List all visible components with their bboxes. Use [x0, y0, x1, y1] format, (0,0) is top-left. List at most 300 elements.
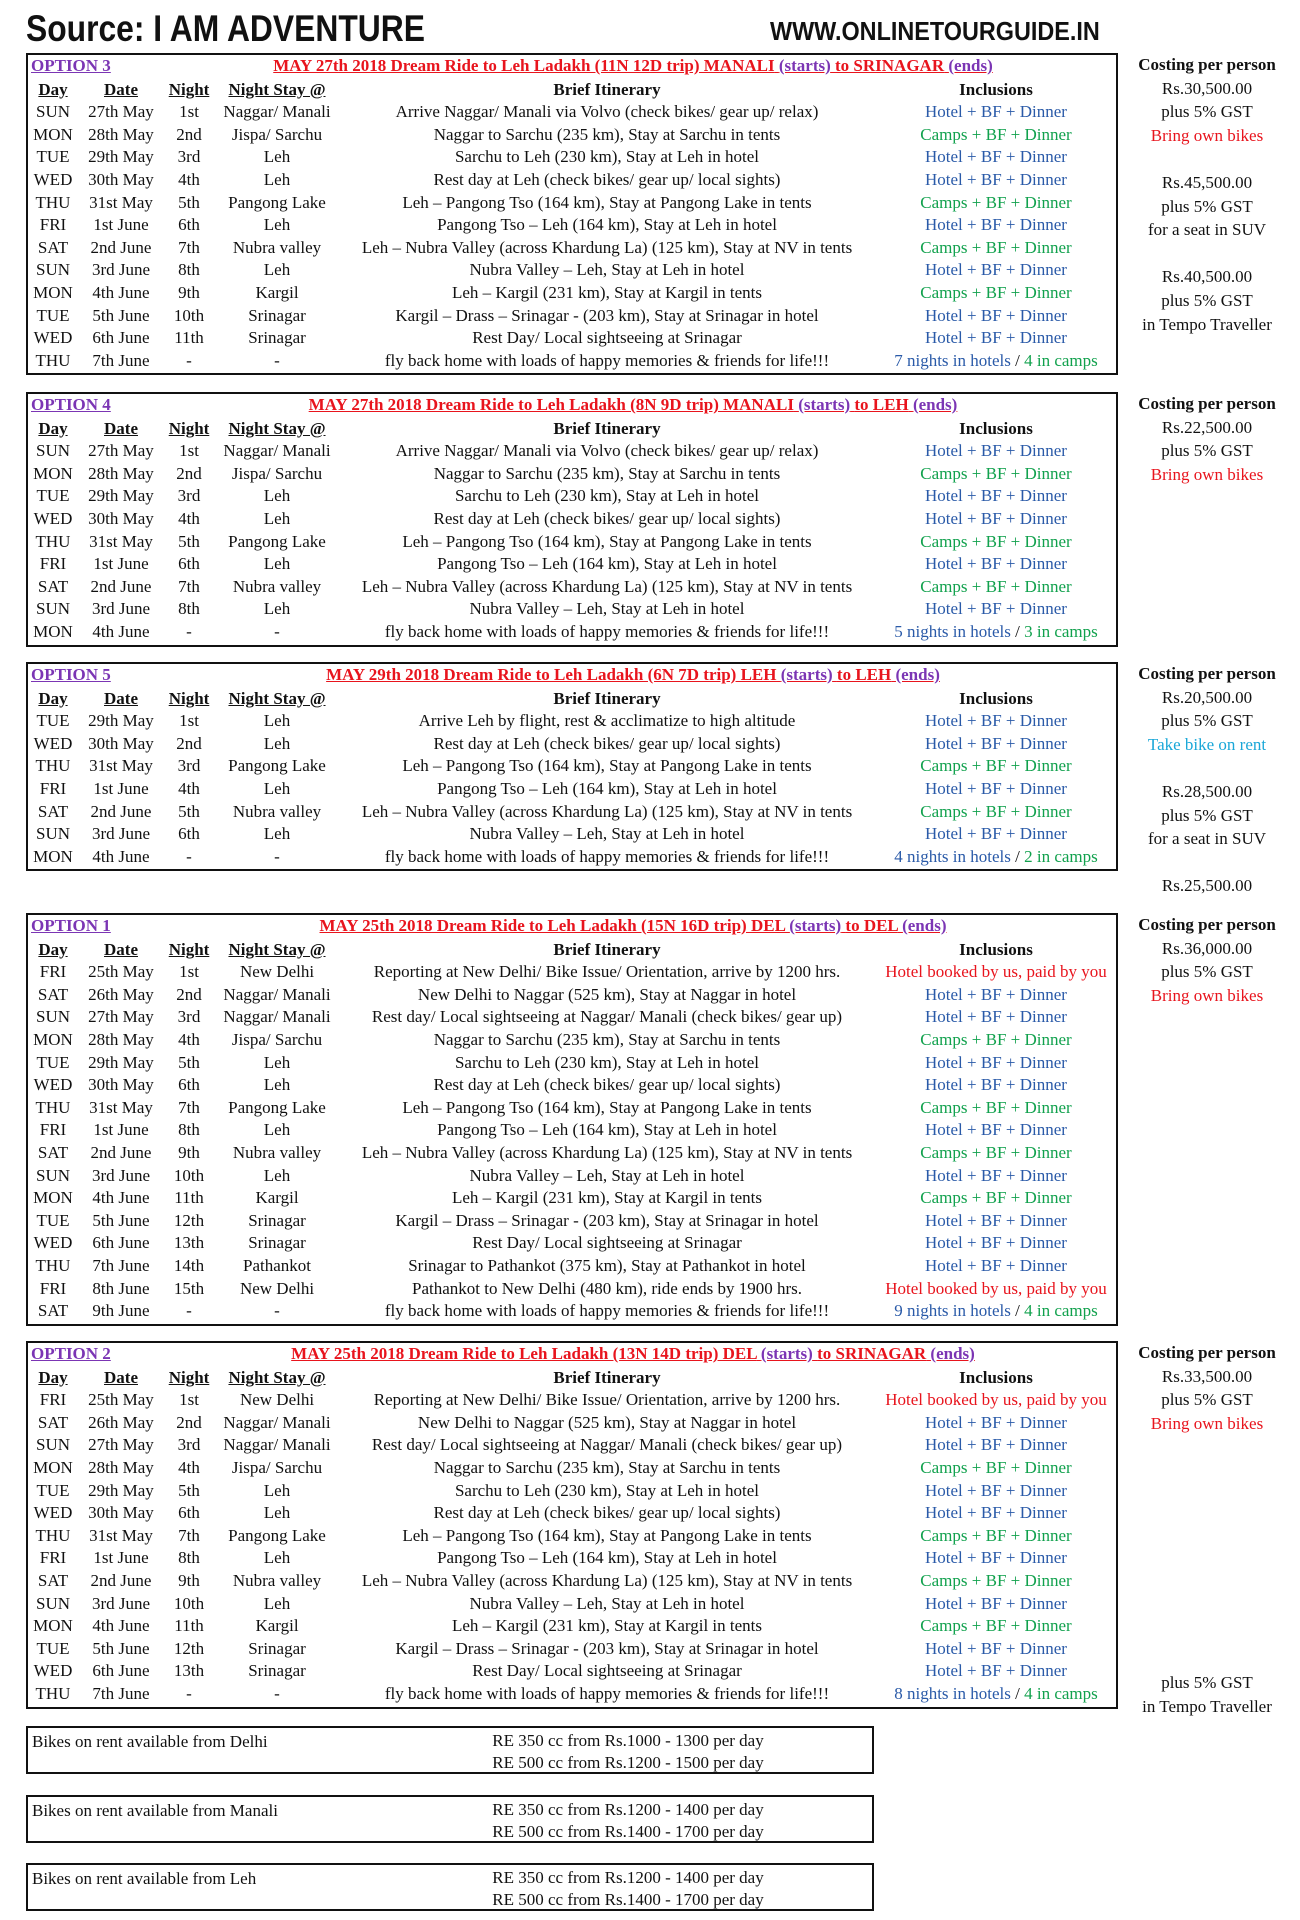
cell-inclusions: Hotel + BF + Dinner — [925, 508, 1067, 528]
column-header-day: Day — [38, 79, 68, 99]
cell-itinerary: Leh – Kargil (231 km), Stay at Kargil in tents — [451, 1188, 763, 1208]
cell-day: WED — [33, 508, 73, 528]
cell-night-stay: Leh — [263, 733, 291, 753]
cell-night: 4th — [178, 169, 200, 189]
cell-itinerary: Leh – Pangong Tso (164 km), Stay at Pangong Lake in tents — [402, 1097, 812, 1117]
table-row — [28, 1073, 1116, 1096]
cell-date: 1st June — [93, 778, 149, 798]
cell-night: 9th — [178, 1570, 200, 1590]
cell-date: 5th June — [92, 305, 150, 325]
cell-inclusions: Hotel booked by us, paid by you — [885, 962, 1107, 982]
cell-night: 11th — [174, 1616, 204, 1636]
column-header-night-stay: Night Stay @ — [228, 79, 326, 99]
bike-rental-label: Bikes on rent available from Manali — [32, 1801, 278, 1820]
destination: to SRINAGAR — [835, 56, 945, 75]
cell-date: 3rd June — [91, 824, 151, 844]
destination: to LEH — [836, 665, 892, 684]
cell-day: SAT — [37, 801, 69, 821]
cell-date: 29th May — [88, 486, 154, 506]
cell-day: MON — [33, 1029, 73, 1049]
cell-day: MON — [33, 1616, 73, 1636]
cell-inclusions: Camps + BF + Dinner — [920, 1029, 1072, 1049]
column-header-night-stay: Night Stay @ — [228, 939, 326, 959]
cell-night: 13th — [173, 1233, 205, 1253]
table-row — [28, 1209, 1116, 1232]
cell-itinerary: Nubra Valley – Leh, Stay at Leh in hotel — [469, 260, 745, 280]
cell-night-stay: Pangong Lake — [228, 1525, 326, 1545]
table-row — [28, 145, 1116, 168]
cell-day: FRI — [39, 1120, 67, 1140]
cell-date: 31st May — [89, 1097, 153, 1117]
costing-line: Rs.25,500.00 — [1161, 876, 1253, 896]
trip-title: MAY 27th 2018 Dream Ride to Leh Ladakh (8N 9D trip) MANALI — [308, 395, 794, 414]
table-row — [28, 1524, 1116, 1547]
table-row — [28, 732, 1116, 755]
cell-day: SAT — [37, 1570, 69, 1590]
option-label: OPTION 3 — [31, 56, 111, 75]
costing-line — [1122, 148, 1292, 172]
source-title: Source: I AM ADVENTURE — [26, 8, 425, 49]
re500-price: RE 500 cc from Rs.1200 - 1500 per day — [492, 1753, 764, 1772]
cell-night: - — [186, 1301, 192, 1321]
cell-night-stay: Leh — [263, 1480, 291, 1500]
costing-line: plus 5% GST — [1161, 290, 1253, 310]
costing-line: Rs.45,500.00 — [1161, 172, 1253, 192]
table-row — [28, 1569, 1116, 1592]
cell-inclusions: Camps + BF + Dinner — [920, 1188, 1072, 1208]
table-row — [28, 1051, 1116, 1074]
cell-inclusions: Hotel + BF + Dinner — [925, 599, 1067, 619]
cell-night: 2nd — [176, 124, 202, 144]
column-header-night: Night — [168, 939, 210, 959]
table-row — [28, 800, 1116, 823]
cell-night-stay: Leh — [263, 778, 291, 798]
cell-night-stay: Naggar/ Manali — [223, 1007, 331, 1027]
nights-summary — [874, 847, 1118, 867]
cell-day: MON — [33, 282, 73, 302]
cell-day: THU — [35, 350, 71, 370]
cell-night: 15th — [173, 1278, 205, 1298]
costing-line: Bring own bikes — [1150, 125, 1264, 145]
cell-date: 6th June — [92, 1661, 150, 1681]
table-row — [28, 1637, 1116, 1660]
cell-night-stay: Leh — [263, 1593, 291, 1613]
website-label: WWW.ONLINETOURGUIDE.IN — [770, 16, 1100, 46]
cell-date: 1st June — [93, 1120, 149, 1140]
cell-night-stay: - — [274, 1683, 280, 1703]
option-title-row — [28, 1343, 1116, 1366]
column-header-inclusions: Inclusions — [959, 1367, 1033, 1387]
cell-night-stay: Srinagar — [248, 1233, 306, 1253]
cell-date: 26th May — [88, 1412, 154, 1432]
table-row — [28, 462, 1116, 485]
cell-itinerary: Rest day at Leh (check bikes/ gear up/ local sights) — [433, 169, 781, 189]
cell-inclusions: Hotel + BF + Dinner — [925, 260, 1067, 280]
cell-night-stay: Leh — [263, 599, 291, 619]
starts-tag: (starts) — [778, 56, 831, 75]
cell-itinerary: Rest day at Leh (check bikes/ gear up/ local sights) — [433, 1075, 781, 1095]
cell-date: 2nd June — [90, 576, 152, 596]
table-row — [28, 1456, 1116, 1479]
cell-date: 5th June — [92, 1210, 150, 1230]
cell-day: SUN — [35, 824, 70, 844]
nights-summary — [874, 622, 1118, 642]
cell-day: WED — [33, 1075, 73, 1095]
cell-night-stay: Leh — [263, 260, 291, 280]
option-label: OPTION 4 — [31, 395, 111, 414]
cell-night: 7th — [178, 1097, 200, 1117]
cell-day: SAT — [37, 576, 69, 596]
cell-day: TUE — [36, 486, 70, 506]
column-header-date: Date — [104, 688, 138, 708]
table-row — [28, 960, 1116, 983]
summary-separator: / — [1015, 846, 1020, 866]
cell-day: SUN — [35, 1007, 70, 1027]
destination: to SRINAGAR — [817, 1344, 927, 1363]
cell-day: THU — [35, 1097, 71, 1117]
costing-line: plus 5% GST — [1161, 1390, 1253, 1410]
table-row — [28, 1028, 1116, 1051]
cell-date: 26th May — [88, 984, 154, 1004]
costing-column — [1122, 54, 1292, 337]
cell-day: WED — [33, 328, 73, 348]
hotel-nights: 9 nights in hotels — [894, 1301, 1011, 1321]
option-table — [26, 913, 1118, 1326]
cell-day: SUN — [35, 599, 70, 619]
cell-night: 3rd — [177, 486, 201, 506]
cell-night-stay: Srinagar — [248, 1210, 306, 1230]
cell-night: 5th — [178, 531, 200, 551]
cell-date: 4th June — [92, 846, 150, 866]
table-row — [28, 1433, 1116, 1456]
cell-night: 12th — [173, 1210, 205, 1230]
cell-night-stay: Pangong Lake — [228, 756, 326, 776]
costing-line: for a seat in SUV — [1147, 220, 1267, 240]
option-table — [26, 662, 1118, 871]
starts-tag: (starts) — [780, 665, 833, 684]
cell-night-stay: - — [274, 621, 280, 641]
cell-night-stay: Leh — [263, 147, 291, 167]
cell-itinerary: Leh – Kargil (231 km), Stay at Kargil in tents — [451, 282, 763, 302]
column-header-row — [28, 1366, 1116, 1389]
cell-day: SAT — [37, 1301, 69, 1321]
table-row — [28, 281, 1116, 304]
cell-inclusions: Hotel + BF + Dinner — [925, 778, 1067, 798]
cell-day: TUE — [36, 305, 70, 325]
costing-line — [1122, 1436, 1292, 1460]
summary-separator: / — [1015, 350, 1020, 370]
cell-date: 31st May — [89, 531, 153, 551]
option-title — [148, 395, 1118, 415]
cell-date: 28th May — [88, 1457, 154, 1477]
column-header-day: Day — [38, 1367, 68, 1387]
cell-itinerary: Kargil – Drass – Srinagar - (203 km), Stay at Srinagar in hotel — [395, 305, 819, 325]
cell-date: 1st June — [93, 215, 149, 235]
option-title-row — [28, 394, 1116, 417]
cell-date: 25th May — [88, 962, 154, 982]
cell-night-stay: Pathankot — [243, 1255, 311, 1275]
cell-date: 27th May — [88, 102, 154, 122]
column-header-date: Date — [104, 418, 138, 438]
cell-day: SAT — [37, 984, 69, 1004]
cell-itinerary: Naggar to Sarchu (235 km), Stay at Sarchu in tents — [433, 1457, 781, 1477]
costing-line — [1122, 1554, 1292, 1578]
costing-line: plus 5% GST — [1161, 805, 1253, 825]
cell-night-stay: - — [274, 350, 280, 370]
cell-night: 5th — [178, 1480, 200, 1500]
cell-date: 4th June — [92, 1188, 150, 1208]
cell-night-stay: Leh — [263, 1165, 291, 1185]
cell-inclusions: Hotel + BF + Dinner — [925, 1052, 1067, 1072]
trip-title: MAY 27th 2018 Dream Ride to Leh Ladakh (11N 12D trip) MANALI — [273, 56, 775, 75]
costing-line — [1122, 243, 1292, 267]
cell-night: 6th — [178, 215, 200, 235]
column-header-itinerary: Brief Itinerary — [553, 688, 661, 708]
cell-itinerary: Naggar to Sarchu (235 km), Stay at Sarchu in tents — [433, 124, 781, 144]
re500-price: RE 500 cc from Rs.1400 - 1700 per day — [492, 1890, 764, 1909]
cell-night: 1st — [179, 962, 199, 982]
cell-night: 4th — [178, 508, 200, 528]
summary-separator: / — [1015, 1683, 1020, 1703]
cell-itinerary: Leh – Pangong Tso (164 km), Stay at Pangong Lake in tents — [402, 1525, 812, 1545]
cell-itinerary: Leh – Nubra Valley (across Khardung La) (125 km), Stay at NV in tents — [361, 1142, 853, 1162]
column-header-itinerary: Brief Itinerary — [553, 79, 661, 99]
cell-night-stay: Nubra valley — [232, 237, 322, 257]
cell-night: - — [186, 621, 192, 641]
bike-rental-box — [26, 1726, 874, 1774]
cell-night-stay: Naggar/ Manali — [223, 102, 331, 122]
cell-day: MON — [33, 621, 73, 641]
costing-line: Rs.33,500.00 — [1161, 1366, 1253, 1386]
cell-night-stay: Pangong Lake — [228, 1097, 326, 1117]
cell-night-stay: Leh — [263, 1075, 291, 1095]
cell-day: THU — [35, 1525, 71, 1545]
ends-tag: (ends) — [948, 56, 993, 75]
column-header-day: Day — [38, 418, 68, 438]
costing-line: plus 5% GST — [1161, 441, 1253, 461]
cell-itinerary: Leh – Nubra Valley (across Khardung La) (125 km), Stay at NV in tents — [361, 801, 853, 821]
cell-day: SAT — [37, 1142, 69, 1162]
cell-night: 11th — [174, 328, 204, 348]
costing-column — [1122, 663, 1292, 899]
bike-rental-prices — [428, 1799, 828, 1843]
cell-night-stay: Nubra valley — [232, 1570, 322, 1590]
cell-night: - — [186, 350, 192, 370]
cell-night: 9th — [178, 282, 200, 302]
costing-line — [1122, 757, 1292, 781]
bike-rental-box — [26, 1863, 874, 1911]
cell-night: 7th — [178, 576, 200, 596]
table-row — [28, 552, 1116, 575]
cell-day: MON — [33, 463, 73, 483]
cell-inclusions: Hotel + BF + Dinner — [925, 1210, 1067, 1230]
table-row — [28, 1096, 1116, 1119]
cell-itinerary: New Delhi to Naggar (525 km), Stay at Naggar in hotel — [417, 1412, 797, 1432]
cell-itinerary: Leh – Nubra Valley (across Khardung La) (125 km), Stay at NV in tents — [361, 237, 853, 257]
cell-inclusions: Hotel + BF + Dinner — [925, 1480, 1067, 1500]
cell-night: 3rd — [177, 1435, 201, 1455]
table-row — [28, 213, 1116, 236]
cell-date: 31st May — [89, 756, 153, 776]
summary-separator: / — [1015, 621, 1020, 641]
cell-day: THU — [35, 192, 71, 212]
table-row — [28, 123, 1116, 146]
table-row — [28, 439, 1116, 462]
cell-itinerary: Reporting at New Delhi/ Bike Issue/ Orientation, arrive by 1200 hrs. — [373, 1390, 841, 1410]
cell-inclusions: Camps + BF + Dinner — [920, 192, 1072, 212]
column-header-inclusions: Inclusions — [959, 79, 1033, 99]
summary-separator: / — [1015, 1301, 1020, 1321]
cell-night: 3rd — [177, 147, 201, 167]
cell-date: 28th May — [88, 124, 154, 144]
cell-night-stay: Leh — [263, 1548, 291, 1568]
cell-inclusions: Hotel + BF + Dinner — [925, 441, 1067, 461]
camp-nights: 4 in camps — [1024, 1301, 1098, 1321]
cell-inclusions: Camps + BF + Dinner — [920, 531, 1072, 551]
ends-tag: (ends) — [902, 916, 947, 935]
cell-night: 3rd — [177, 756, 201, 776]
cell-day: MON — [33, 1457, 73, 1477]
trip-title: MAY 25th 2018 Dream Ride to Leh Ladakh (15N 16D trip) DEL — [319, 916, 785, 935]
cell-date: 1st June — [93, 1548, 149, 1568]
starts-tag: (starts) — [798, 395, 851, 414]
cell-date: 7th June — [92, 1683, 150, 1703]
ends-tag: (ends) — [912, 395, 958, 414]
column-header-row — [28, 417, 1116, 440]
table-row — [28, 1186, 1116, 1209]
option-title — [148, 56, 1118, 76]
column-header-itinerary: Brief Itinerary — [553, 939, 661, 959]
costing-header: Costing per person — [1138, 1343, 1276, 1362]
cell-night: 1st — [179, 1390, 199, 1410]
cell-itinerary: Leh – Kargil (231 km), Stay at Kargil in tents — [451, 1616, 763, 1636]
cell-day: WED — [33, 1233, 73, 1253]
nights-summary — [874, 1684, 1118, 1704]
table-row — [28, 1479, 1116, 1502]
cell-date: 29th May — [88, 711, 154, 731]
cell-inclusions: Camps + BF + Dinner — [920, 1142, 1072, 1162]
column-header-night-stay: Night Stay @ — [228, 418, 326, 438]
cell-date: 27th May — [88, 441, 154, 461]
cell-night: 5th — [178, 192, 200, 212]
cell-itinerary: Naggar to Sarchu (235 km), Stay at Sarchu in tents — [433, 463, 781, 483]
re350-price: RE 350 cc from Rs.1000 - 1300 per day — [492, 1731, 764, 1750]
table-row — [28, 1118, 1116, 1141]
cell-date: 7th June — [92, 350, 150, 370]
cell-inclusions: Camps + BF + Dinner — [920, 1097, 1072, 1117]
table-row-final — [28, 620, 1116, 643]
option-title-row — [28, 55, 1116, 78]
cell-night-stay: New Delhi — [239, 1390, 315, 1410]
cell-day: SAT — [37, 1412, 69, 1432]
costing-line: Bring own bikes — [1150, 985, 1264, 1005]
costing-line: Rs.22,500.00 — [1161, 417, 1253, 437]
table-row — [28, 100, 1116, 123]
costing-header: Costing per person — [1138, 394, 1276, 413]
cell-itinerary: Rest day at Leh (check bikes/ gear up/ local sights) — [433, 508, 781, 528]
cell-day: WED — [33, 1503, 73, 1523]
cell-inclusions: Hotel + BF + Dinner — [925, 984, 1067, 1004]
table-row — [28, 1388, 1116, 1411]
cell-itinerary: Pangong Tso – Leh (164 km), Stay at Leh in hotel — [437, 1548, 777, 1568]
cell-night: 4th — [178, 1457, 200, 1477]
starts-tag: (starts) — [789, 916, 842, 935]
cell-night-stay: Kargil — [255, 1616, 299, 1636]
cell-day: SUN — [35, 102, 70, 122]
table-row — [28, 1277, 1116, 1300]
cell-night-stay: Leh — [263, 554, 291, 574]
cell-night-stay: Leh — [263, 486, 291, 506]
cell-itinerary: Sarchu to Leh (230 km), Stay at Leh in hotel — [454, 486, 760, 506]
cell-itinerary: Naggar to Sarchu (235 km), Stay at Sarchu in tents — [433, 1029, 781, 1049]
table-row — [28, 1411, 1116, 1434]
table-row — [28, 1592, 1116, 1615]
cell-day: MON — [33, 846, 73, 866]
column-header-date: Date — [104, 939, 138, 959]
cell-date: 3rd June — [91, 1165, 151, 1185]
option-title — [148, 665, 1118, 685]
costing-line: in Tempo Traveller — [1142, 1696, 1272, 1716]
cell-night-stay: Nubra valley — [232, 576, 322, 596]
cell-inclusions: Hotel booked by us, paid by you — [885, 1390, 1107, 1410]
cell-itinerary: Arrive Naggar/ Manali via Volvo (check bikes/ gear up/ relax) — [395, 102, 819, 122]
column-header-day: Day — [38, 688, 68, 708]
page-header — [0, 6, 1300, 50]
cell-day: SUN — [35, 1593, 70, 1613]
cell-itinerary: New Delhi to Naggar (525 km), Stay at Naggar in hotel — [417, 984, 797, 1004]
cell-day: FRI — [39, 1278, 67, 1298]
table-row — [28, 1005, 1116, 1028]
bike-rental-label: Bikes on rent available from Delhi — [32, 1732, 268, 1751]
cell-day: SUN — [35, 1165, 70, 1185]
cell-date: 31st May — [89, 1525, 153, 1545]
camp-nights: 4 in camps — [1024, 1683, 1098, 1703]
cell-day: SUN — [35, 1435, 70, 1455]
cell-day: WED — [33, 1661, 73, 1681]
cell-inclusions: Hotel + BF + Dinner — [925, 824, 1067, 844]
cell-night: 8th — [178, 599, 200, 619]
table-row — [28, 1614, 1116, 1637]
cell-night: 5th — [178, 1052, 200, 1072]
column-header-inclusions: Inclusions — [959, 418, 1033, 438]
cell-date: 2nd June — [90, 1142, 152, 1162]
table-row — [28, 168, 1116, 191]
cell-day: WED — [33, 733, 73, 753]
cell-night: 2nd — [176, 1412, 202, 1432]
cell-inclusions: Camps + BF + Dinner — [920, 801, 1072, 821]
costing-line: Rs.28,500.00 — [1161, 781, 1253, 801]
cell-night: 11th — [174, 1188, 204, 1208]
cell-day: FRI — [39, 962, 67, 982]
cell-itinerary: Nubra Valley – Leh, Stay at Leh in hotel — [469, 824, 745, 844]
cell-itinerary: Leh – Pangong Tso (164 km), Stay at Pangong Lake in tents — [402, 192, 812, 212]
cell-night-stay: Leh — [263, 1120, 291, 1140]
cell-day: FRI — [39, 1548, 67, 1568]
bike-rental-box — [26, 1795, 874, 1843]
costing-column — [1122, 393, 1292, 487]
re350-price: RE 350 cc from Rs.1200 - 1400 per day — [492, 1800, 764, 1819]
cell-inclusions: Hotel booked by us, paid by you — [885, 1278, 1107, 1298]
cell-night-stay: Jispa/ Sarchu — [231, 1029, 323, 1049]
cell-itinerary: Rest Day/ Local sightseeing at Srinagar — [472, 1661, 742, 1681]
cell-itinerary: Leh – Nubra Valley (across Khardung La) (125 km), Stay at NV in tents — [361, 576, 853, 596]
costing-line — [1122, 1649, 1292, 1673]
option-table — [26, 53, 1118, 375]
cell-inclusions: Hotel + BF + Dinner — [925, 102, 1067, 122]
cell-itinerary: Reporting at New Delhi/ Bike Issue/ Orientation, arrive by 1200 hrs. — [373, 962, 841, 982]
table-row-final — [28, 349, 1116, 372]
cell-night-stay: Srinagar — [248, 328, 306, 348]
